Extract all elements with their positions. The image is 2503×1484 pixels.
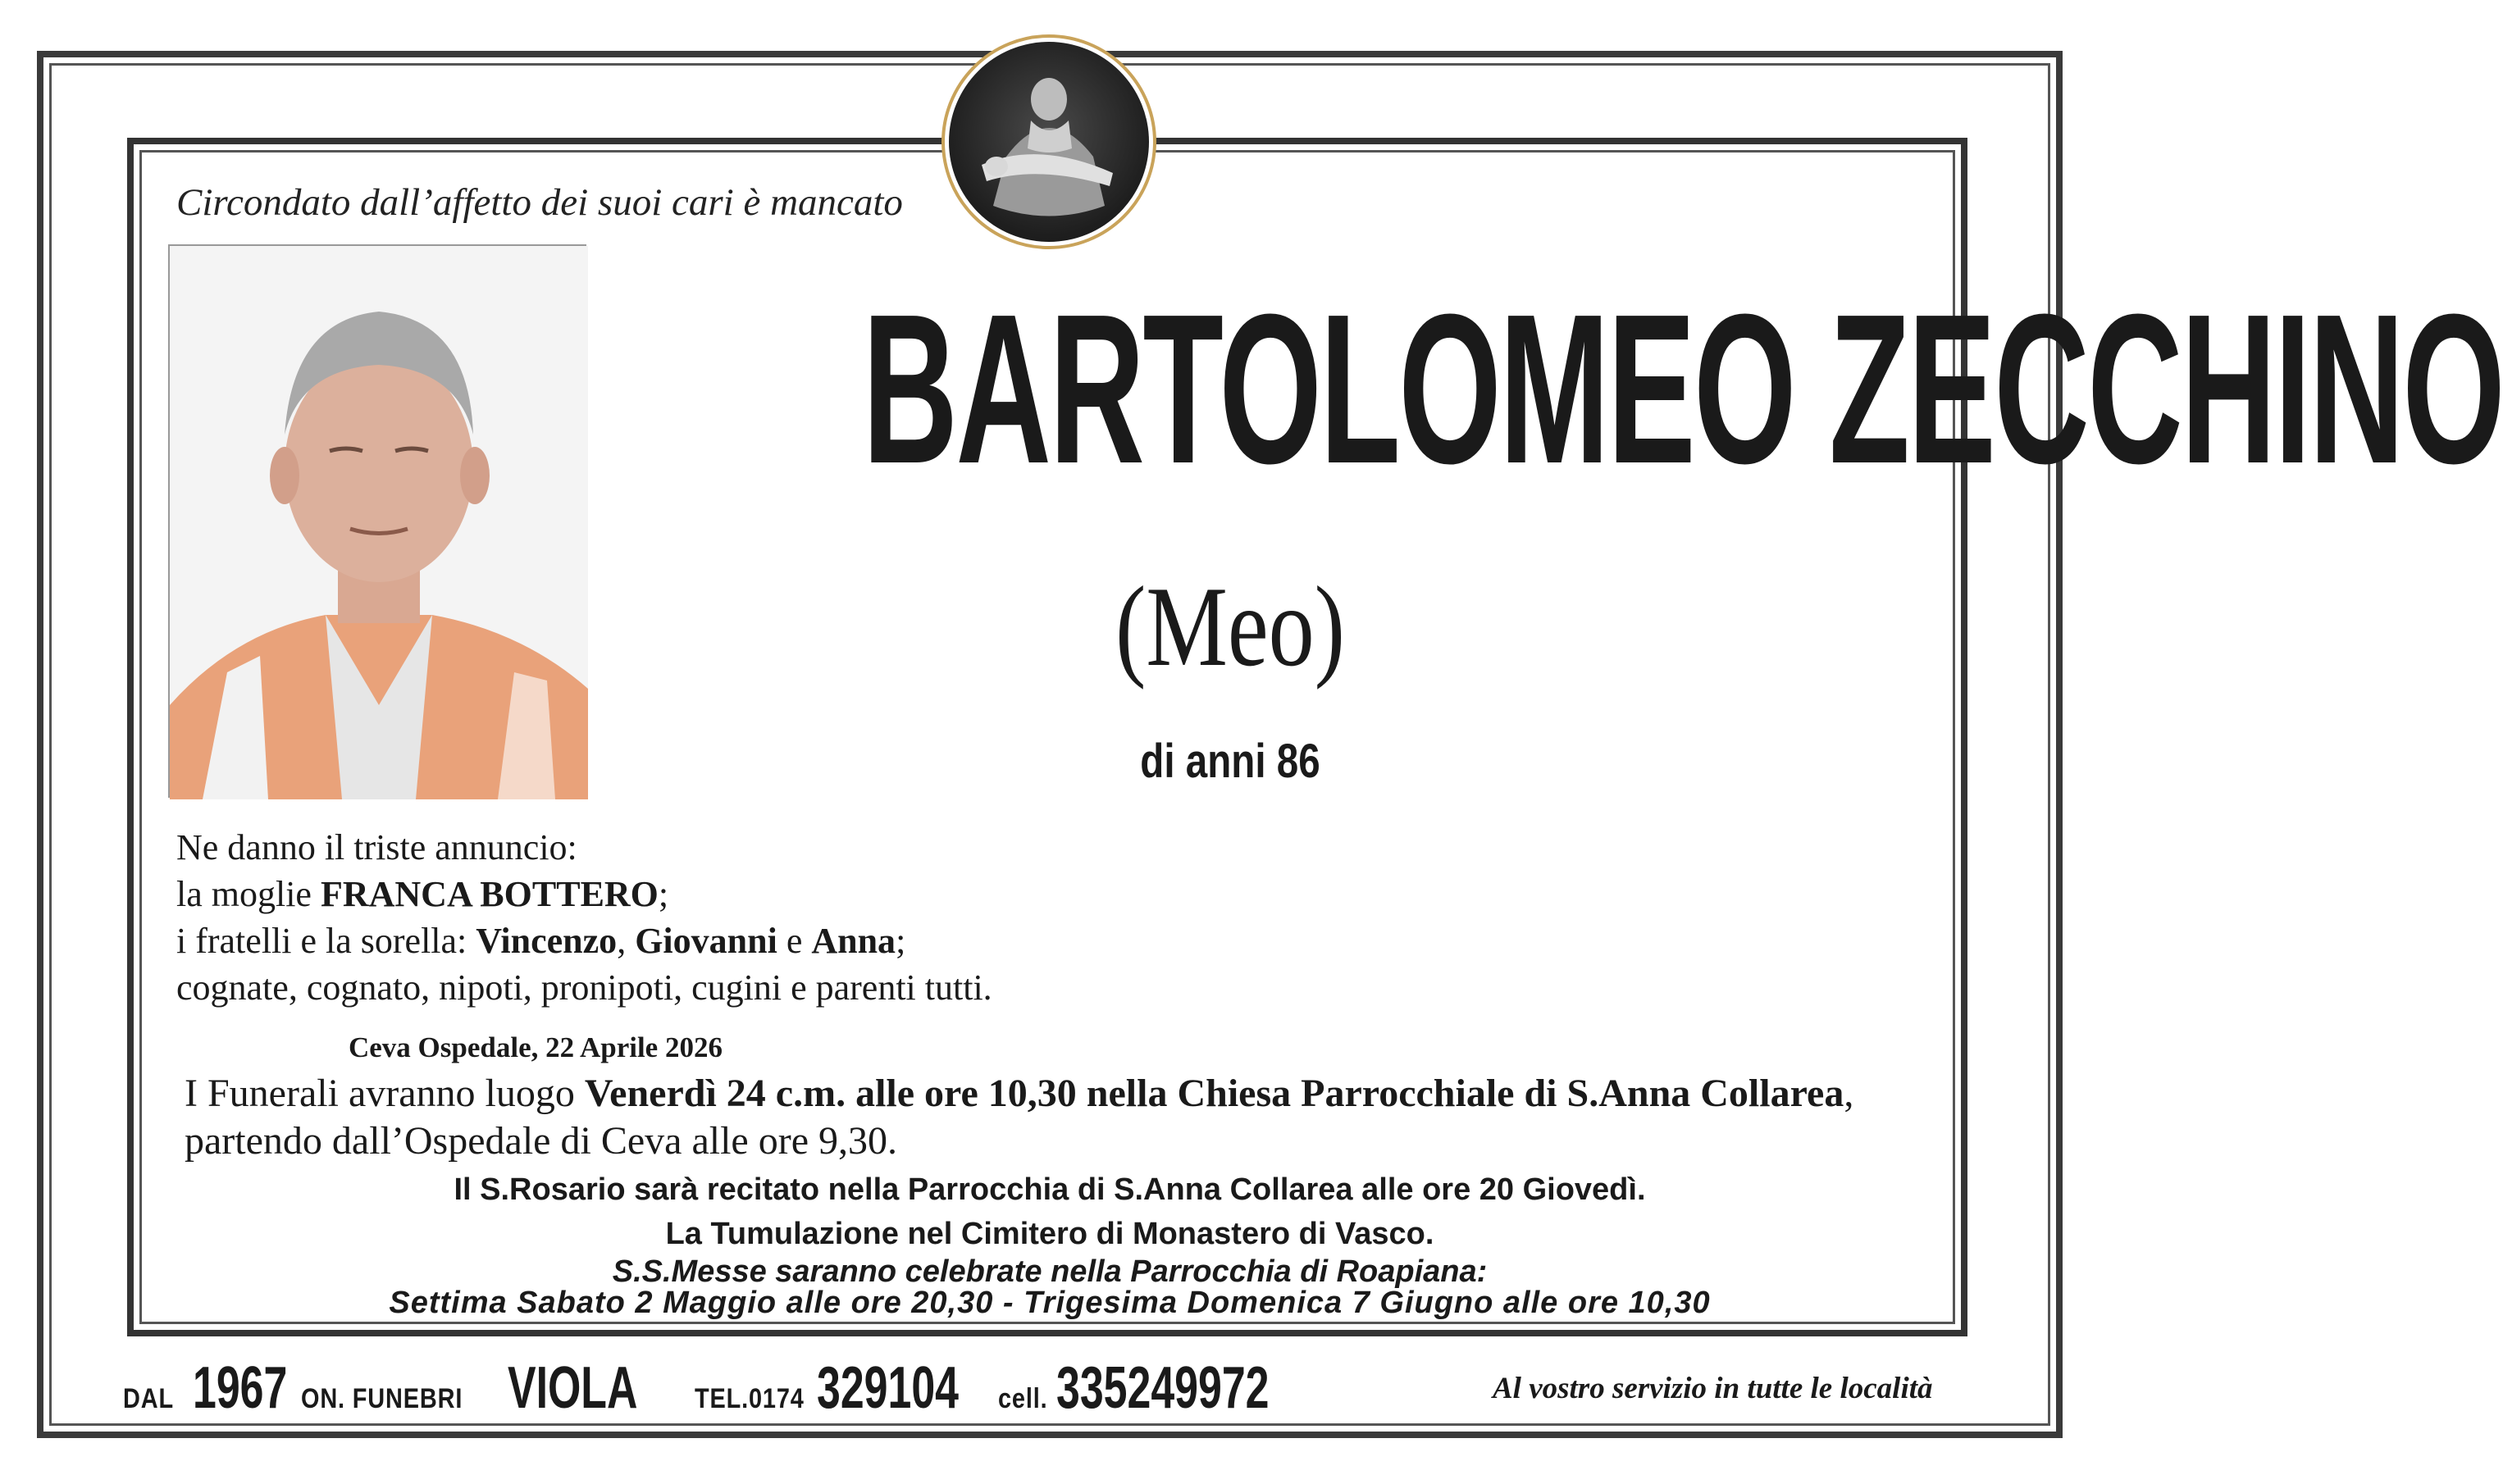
funeral-line-2: partendo dall’Ospedale di Ceva alle ore 9,30.	[185, 1119, 898, 1163]
siblings-separator: e	[777, 921, 812, 961]
footer-tel-label: TEL.0174	[695, 1383, 805, 1414]
deceased-name: BARTOLOMEO ZECCHINO	[862, 271, 2503, 508]
footer-year: 1967	[192, 1355, 288, 1421]
siblings-separator: ,	[617, 921, 636, 961]
place-date: Ceva Ospedale, 22 Aprile 2026	[349, 1031, 723, 1063]
rosario-notice: Il S.Rosario sarà recitato nella Parrocchia di S.Anna Collarea alle ore 20 Giovedì.	[454, 1172, 1646, 1207]
footer-dal: DAL	[123, 1383, 174, 1414]
mourners-wife-prefix: la moglie	[176, 874, 321, 914]
masses-notice: S.S.Messe saranno celebrate nella Parrocchia di Roapiana:	[612, 1254, 1488, 1289]
burial-notice: La Tumulazione nel Cimitero di Monastero di Vasco.	[665, 1217, 1434, 1251]
footer-company: VIOLA	[508, 1355, 638, 1421]
funeral-details: Venerdì 24 c.m. alle ore 10,30 nella Chiesa Parrocchiale di S.Anna Collarea	[584, 1072, 1844, 1115]
mourners-line-1: Ne danno il triste annuncio:	[176, 827, 577, 867]
wife-name: FRANCA BOTTERO	[320, 874, 659, 914]
footer-tel: 329104	[817, 1355, 960, 1421]
footer-cell-label: cell.	[997, 1383, 1048, 1414]
funeral-block	[185, 1070, 1853, 1165]
mourners-block	[176, 824, 992, 1011]
sibling-name: Giovanni	[635, 921, 777, 961]
masses-times: Settima Sabato 2 Maggio alle ore 20,30 - Trigesima Domenica 7 Giugno alle ore 10,30	[389, 1286, 1711, 1320]
funeral-prefix: I Funerali avranno luogo	[185, 1072, 585, 1115]
funeral-line-1	[185, 1070, 1853, 1118]
deceased-nickname: (Meo)	[1115, 563, 1345, 690]
deceased-age: di anni 86	[1140, 735, 1320, 788]
mourners-line-2	[176, 871, 992, 917]
pieta-image	[949, 42, 1149, 242]
pieta-medallion	[941, 34, 1156, 249]
funeral-suffix: ,	[1844, 1072, 1854, 1115]
siblings-prefix: i fratelli e la sorella:	[176, 921, 476, 961]
footer-cell: 335249972	[1055, 1355, 1270, 1421]
mourners-line-4: cognate, cognato, nipoti, pronipoti, cugini e parenti tutti.	[176, 967, 992, 1008]
mourners-line-3	[176, 917, 992, 964]
mourners-wife-suffix: ;	[658, 874, 669, 914]
funeral-home-footer	[123, 1354, 1352, 1420]
footer-slogan: Al vostro servizio in tutte le località	[1493, 1372, 1933, 1405]
footer-onf: ON. FUNEBRI	[301, 1383, 463, 1414]
sibling-name: Anna	[811, 921, 896, 961]
intro-text: Circondato dall’affetto dei suoi cari è mancato	[176, 181, 903, 224]
sibling-name: Vincenzo	[476, 921, 618, 961]
siblings-suffix: ;	[896, 921, 906, 961]
portrait-photo	[168, 244, 586, 798]
